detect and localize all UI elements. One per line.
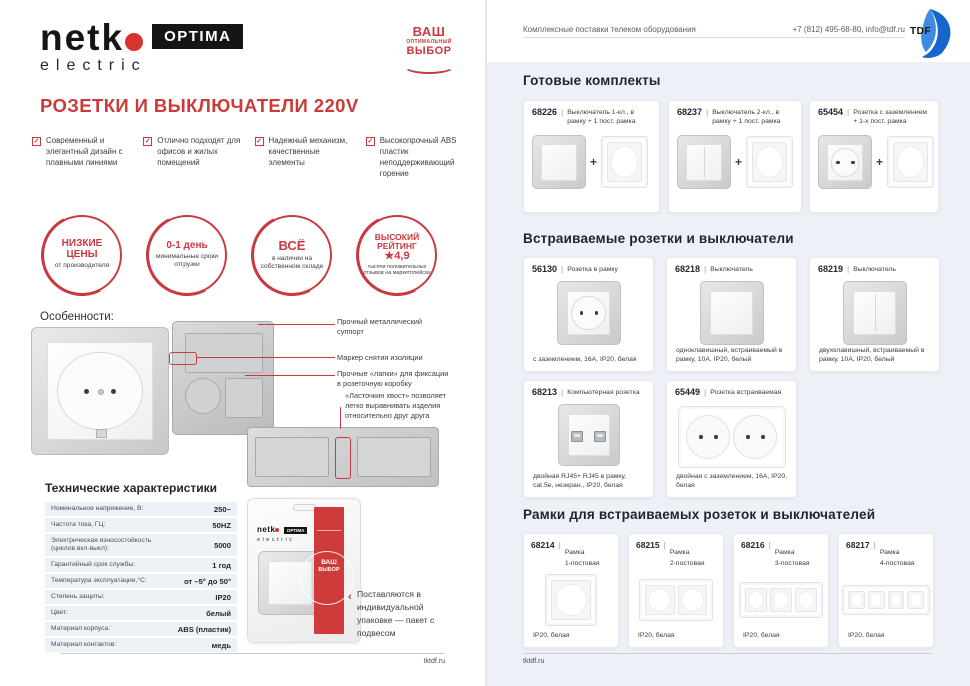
package-stripe-caption [317,512,341,531]
footer-rule [523,653,932,654]
product-name: Выключатель 1-кл., в рамку + 1 пост. рамка [567,109,636,126]
table-row: Материал корпуса: ABS (пластик) [45,622,237,636]
separator: | [847,107,850,117]
product-sub: 2-постовая [669,560,705,567]
section-title-builtin: Встраиваемые розетки и выключатели [523,231,794,246]
callout-label: Прочный металлический суппорт [337,317,423,337]
package-image [247,498,361,643]
socket-holes [580,311,584,315]
plus-sign: + [876,155,884,170]
frame-hole [770,588,792,612]
product-card-68215 [628,533,724,648]
separator: | [561,387,564,397]
socket-circle [733,415,777,459]
socket-screw [98,389,104,395]
page-title: РОЗЕТКИ И ВЫКЛЮЧАТЕЛИ 220V [40,95,359,116]
product-name: Рамка [669,549,690,556]
product-card-68218 [666,257,797,372]
feature-item [143,136,241,180]
product-code: 68213 [532,387,558,397]
frame-hole [607,142,642,182]
socket-holes [836,161,840,165]
callout-label: Маркер снятия изоляции [337,353,423,362]
switch-face [541,144,577,180]
callout-line [258,324,335,325]
product-desc: двойная RJ45+ RJ45 в рамку, cat.5e, неэкран., IP20, белая [533,472,627,489]
separator: | [706,107,709,117]
switch-1gang-image [700,281,764,345]
socket-holes [746,435,750,439]
product-code: 68237 [677,107,703,117]
switch-face [710,291,753,334]
table-row: Электрическая износостойкость (циклов вкл-выкл): 5000 [45,534,237,556]
product-card-65454 [809,100,939,213]
separator: | [873,540,876,550]
product-desc: IP20, белая [533,631,570,639]
plus-sign: + [590,155,598,170]
product-code: 65449 [675,387,701,397]
checkbox-icon: ✓ [33,138,40,145]
product-card-68216 [733,533,829,648]
logo-dot-icon [125,33,143,51]
contacts [660,25,905,34]
product-name: Выключатель [853,266,896,273]
dovetail-highlight [335,437,351,479]
switch-face [853,291,896,334]
product-desc: двухклавишный, встраиваемый в рамку, 10А, IP20, белый [819,346,925,363]
socket-image [557,281,621,345]
product-card-68237 [668,100,802,213]
logo-electric-text: electric [40,57,147,75]
rj45-port [594,431,606,442]
frame-1post-image [545,574,597,626]
table-row: Номинальное напряжение, В: 250~ [45,502,237,516]
callout-line [196,357,335,358]
separator: | [558,540,561,550]
header-rule [523,37,905,38]
feature-text: Надежный механизм, качественные элементы [268,136,348,167]
product-card-68214 [523,533,619,648]
table-row: Цвет: белый [45,606,237,620]
product-code: 56130 [532,264,558,274]
joined-half [255,437,329,477]
specs-table [45,502,237,654]
frame-hole [795,588,817,612]
product-desc: с заземлением, 16А, IP20, белая [533,355,637,363]
product-code: 68218 [675,264,701,274]
frame-hole [868,591,885,609]
feature-item [32,136,130,180]
product-card-65449 [666,380,797,498]
product-desc: одноклавишный, встраиваемый в рамку, 10А, IP20, белый [676,346,783,363]
socket-face [567,291,610,334]
product-sub: 4-постовая [879,560,915,567]
frame-hole [752,142,787,182]
frame-image [601,136,648,188]
frame-3post-image [739,582,823,618]
rating-value: ★4,9 [384,249,410,262]
product-card-68226 [523,100,660,213]
product-name: Компьютерная розетка [567,389,640,396]
product-name: Рамка [564,549,585,556]
callout-line [340,407,341,429]
your-choice-badge: ВАШ ОПТИМАЛЬНЫЙ ВЫБОР [400,25,458,74]
socket-holes [699,435,703,439]
socket-face [827,144,863,180]
double-socket-image [678,406,786,468]
badge-low-prices: НИЗКИЕ ЦЕНЫ от производителя [42,215,122,295]
specs-title: Технические характеристики [45,481,218,495]
package-choice-badge: ВАШ ВЫБОР [318,559,340,573]
checkbox-icon: ✓ [144,138,151,145]
callout-label: Прочные «лапки» для фиксации в розеточную коробку [337,369,449,389]
switch-2gang-image [843,281,907,345]
product-code: 68216 [741,540,765,550]
table-row: Материал контактов: медь [45,638,237,652]
product-code: 68226 [532,107,558,117]
product-card-68213 [523,380,654,498]
frame-hole [907,591,924,609]
product-code: 68215 [636,540,660,550]
callout-label: «Ласточкин хвост» позволяет легко выравнивать изделия относительно друг друга [345,391,447,421]
product-code: 68217 [846,540,870,550]
frame-hole [888,591,905,609]
logo-series-tag: OPTIMA [152,24,243,49]
separator: | [663,540,666,550]
frame-2post-image [639,579,713,621]
package-mini-logo: netk OPTIMA electric [257,519,307,543]
product-card-68217 [838,533,934,648]
product-card-68219 [809,257,940,372]
table-row: Гарантийный срок службы: 1 год [45,558,237,572]
tdf-logo: TDF [908,8,958,60]
badge-in-stock: ВСЁ в наличии на собственном складе [252,215,332,295]
checkbox-icon: ✓ [367,138,374,145]
site-link[interactable]: tktdf.ru [423,658,445,665]
package-red-stripe [314,507,344,634]
rj45-port [571,431,583,442]
frame-hole [645,585,675,615]
socket-image [818,135,872,189]
rj45-socket-image [558,404,620,466]
product-desc: двойная с заземлением, 16А, IP20, белая [676,472,788,489]
joined-mechanisms-image [247,427,439,487]
product-name: Розетка встраиваемая [710,389,782,396]
company-tagline: Комплексные поставки телеком оборудования [523,25,696,34]
feature-item [366,136,464,180]
packaging-note: ‹ Поставляются в индивидуальной упаковке — пакет с подвесом [348,589,435,638]
feature-list [32,136,464,180]
badge-rating: ВЫСОКИЙ РЕЙТИНГ ★4,9 тысячи положительных отзывов на маркетплейсах [357,215,437,295]
site-link[interactable]: tktdf.ru [523,658,545,665]
joined-half [357,437,431,477]
feature-text: Современный и элегантный дизайн с плавными линиями [46,136,123,167]
product-name: Выключатель [710,266,753,273]
logo-dot-icon [275,528,279,532]
logo-wordmark: netk [40,17,125,58]
switch-face [686,144,722,180]
page-divider [485,0,487,686]
switch-2gang-image [677,135,731,189]
section-title-kits: Готовые комплекты [523,73,661,88]
badge-shipping: 0-1 день минимальные сроки отгрузки [147,215,227,295]
table-row: Степень защиты: IP20 [45,590,237,604]
chevron-left-icon: ‹ [348,591,352,603]
separator: | [561,264,564,274]
checkbox-icon: ✓ [256,138,262,145]
frame-image [887,136,934,188]
product-code: 68219 [818,264,844,274]
frame-4post-image [842,585,930,615]
frame-hole [745,588,767,612]
socket-circle [686,415,730,459]
mech-knob [185,378,221,414]
marker-highlight [169,352,197,365]
frame-hole [678,585,708,615]
socket-front-image [31,327,169,455]
switch-1gang-image [532,135,586,189]
product-sub: 3-постовая [774,560,810,567]
netko-logo [40,17,243,75]
table-row: Температура эксплуатации,°С: от –5° до 50° [45,574,237,588]
product-name: Розетка в рамку [567,266,618,273]
product-name: Рамка [774,549,795,556]
product-desc: IP20, белая [638,631,675,639]
separator: | [704,387,707,397]
socket-holes [84,389,89,394]
frame-hole [848,591,865,609]
separator: | [847,264,850,274]
separator: | [704,264,707,274]
section-title-frames: Рамки для встраиваемых розеток и выключателей [523,507,876,522]
product-desc: IP20, белая [848,631,885,639]
socket-circle [57,352,142,431]
product-code: 68214 [531,540,555,550]
frame-hole [893,142,928,182]
product-card-56130 [523,257,654,372]
frame-hole [551,580,591,620]
product-name: Розетка с заземлением + 1-х пост. рамка [853,109,928,126]
footer-rule [60,653,445,654]
frame-image [746,136,793,188]
email-link[interactable]: info@tdf.ru [865,25,905,34]
socket-tab [96,429,107,438]
mech-block [225,378,263,418]
smile-arc-icon [403,58,455,74]
table-row: Частота тока, ГЦ: 50HZ [45,518,237,532]
mechanism-back-image [172,321,274,435]
product-desc: IP20, белая [743,631,780,639]
feature-item [255,136,353,180]
phone-link[interactable]: +7 (812) 495-68-80, [792,25,864,34]
plus-sign: + [735,155,743,170]
product-name: Выключатель 2-кл., в рамку + 1 пост. рамка [712,109,781,126]
product-code: 65454 [818,107,844,117]
socket-face [47,342,153,440]
feature-text: Отлично подходят для офисов и жилых помещений [157,136,241,167]
separator: | [561,107,564,117]
product-sub: 1-постовая [564,560,600,567]
feature-text: Высокопрочный ABS пластик неподдерживающий горение [379,136,457,178]
product-name: Рамка [879,549,900,556]
callout-line [245,375,335,376]
features-section-title: Особенности: [40,311,114,323]
separator: | [768,540,771,550]
